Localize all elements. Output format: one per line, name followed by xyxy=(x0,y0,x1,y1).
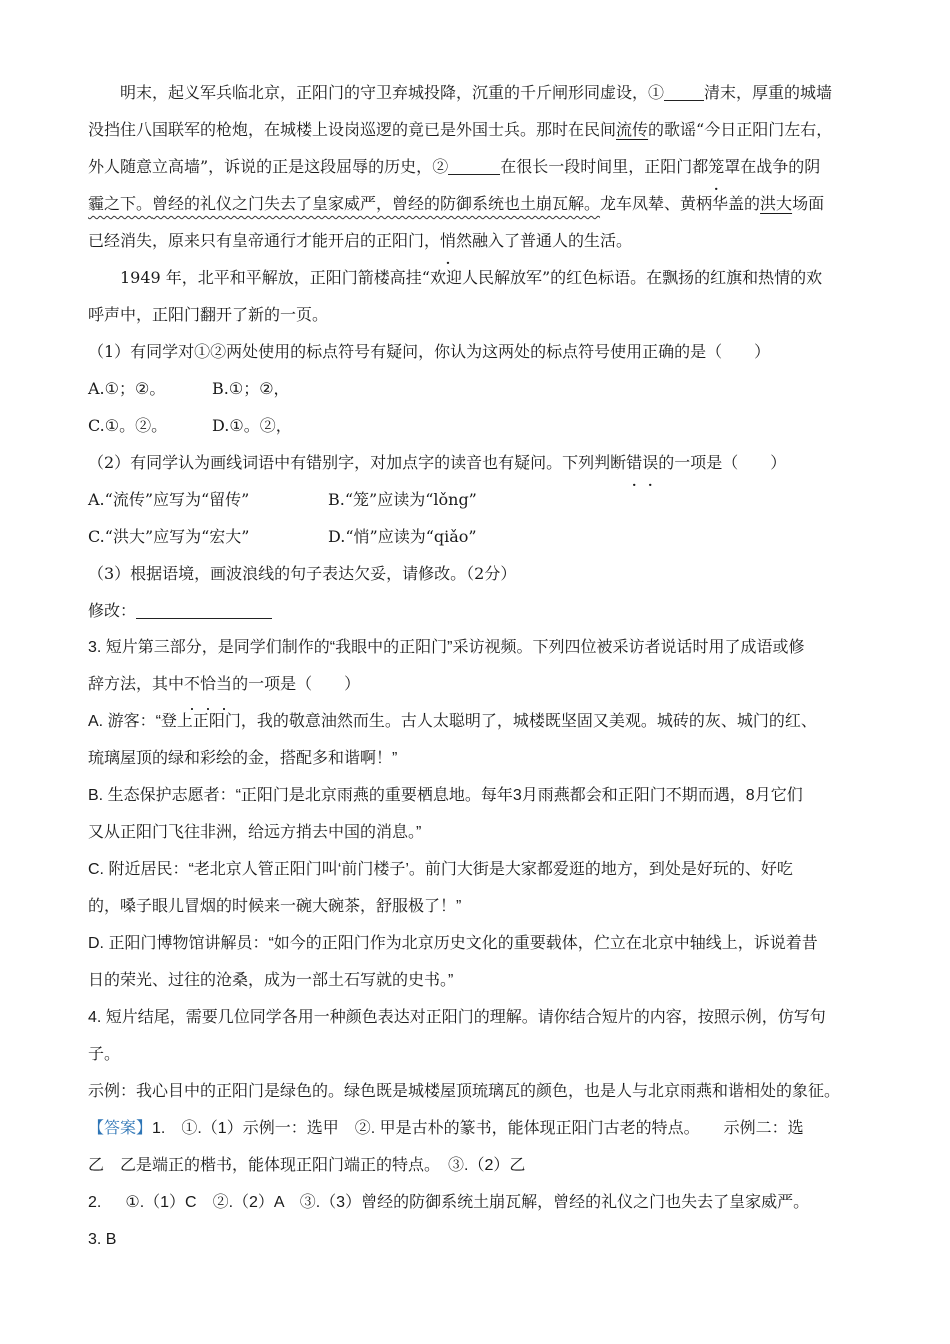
q1-option-d: D.①。②， xyxy=(212,416,292,435)
answer-1-line-2: 乙 乙是端正的楷书，能体现正阳门端正的特点。 ③.（2）乙 xyxy=(88,1157,526,1174)
q1-option-c: C.①。②。 xyxy=(88,416,168,435)
wavy-sentence: 曾经的礼仪之门失去了皇家威严，曾经的防御系统也土崩瓦解。 xyxy=(152,194,601,213)
question-4-example: 示例：我心目中的正阳门是绿色的。绿色既是城楼屋顶琉璃瓦的颜色，也是人与北京雨燕和谐相处的象征。 xyxy=(88,1083,841,1100)
q1-stem: （1）有同学对①②两处使用的标点符号有疑问，你认为这两处的标点符号使用正确的是（ ） xyxy=(88,342,771,361)
q2-option-d: D.“悄”应读为“qiǎo” xyxy=(328,527,477,546)
q2-options-row-2 xyxy=(88,518,863,555)
passage-line-2: 没挡住八国联军的枪炮，在城楼上设岗巡逻的竟已是外国士兵。那时在民间流传的歌谣“今日正阳门左右， xyxy=(88,120,833,139)
q3-option-b-line-2: 又从正阳门飞往非洲，给远方捎去中国的消息。” xyxy=(88,824,422,841)
q3-revise-row: 修改： xyxy=(88,592,863,629)
q3-option-b-line-1: B. 生态保护志愿者：“正阳门是北京雨燕的重要栖息地。每年3月雨燕都会和正阳门不期而遇，8月它们 xyxy=(88,787,803,804)
q1-options-row-1 xyxy=(88,370,863,407)
q2-option-c: C.“洪大”应写为“宏大” xyxy=(88,527,250,546)
q3-option-d-line-1: D. 正阳门博物馆讲解员：“如今的正阳门作为北京历史文化的重要载体，伫立在北京中轴线上，诉说着昔 xyxy=(88,935,818,952)
passage-p2-line-2: 呼声中，正阳门翻开了新的一页。 xyxy=(88,305,329,324)
answer-tag: 【答案】 xyxy=(88,1120,153,1137)
document-page xyxy=(88,74,863,1258)
underlined-word-liuchuan: 流传 xyxy=(616,120,649,139)
question-3-line-2: 辞方法，其中不恰当的一项是（ ） xyxy=(88,676,361,693)
blank-2-marker: ② xyxy=(432,157,449,176)
q1-option-b: B.①；②， xyxy=(212,379,290,398)
q3-option-a-line-2: 琉璃屋顶的绿和彩绘的金，搭配多和谐啊！” xyxy=(88,750,398,767)
q3-option-d-line-2: 日的荣光、过往的沧桑，成为一部土石写就的史书。” xyxy=(88,972,454,989)
answer-3-line: 3. B xyxy=(88,1231,117,1248)
q3-option-c-line-1: C. 附近居民：“老北京人管正阳门叫‘前门楼子’。前门大街是大家都爱逛的地方，到处是好玩的、好吃 xyxy=(88,861,793,878)
q1-options-row-2 xyxy=(88,407,863,444)
revise-answer-blank[interactable] xyxy=(136,600,272,619)
q2-options-row-1 xyxy=(88,481,863,518)
q3-option-a-line-1: A. 游客：“登上正阳门，我的敬意油然而生。古人太聪明了，城楼既坚固又美观。城砖的灰、城门的红、 xyxy=(88,713,817,730)
q2-option-a: A.“流传”应写为“留传” xyxy=(88,490,250,509)
q1-option-a: A.①；②。 xyxy=(88,379,166,398)
question-4-line-2: 子。 xyxy=(88,1046,121,1063)
passage-line-3: 外人随意立高墙”，诉说的正是这段屈辱的历史，② 在很长一段时间里，正阳门都笼罩在战争的阴 xyxy=(88,148,863,185)
dotted-char-long: 笼 xyxy=(708,157,725,176)
q2-stem: （2）有同学认为画线词语中有错别字，对加点字的读音也有疑问。下列判断错误的一项是（ ） xyxy=(88,453,787,472)
q2-option-b: B.“笼”应读为“lǒng” xyxy=(328,490,477,509)
dotted-char-qiao: 悄 xyxy=(440,231,457,250)
passage-line-1: 明末，起义军兵临北京，正阳门的守卫弃城投降，沉重的千斤闸形同虚设，① 清末，厚重的城墙 xyxy=(120,83,833,102)
answer-2-line: 2. ①.（1）C ②.（2）A ③.（3）曾经的防御系统土崩瓦解，曾经的礼仪之门也失去了皇家威严。 xyxy=(88,1194,810,1211)
q3-option-c-line-2: 的，嗓子眼儿冒烟的时候来一碗大碗茶，舒服极了！” xyxy=(88,898,462,915)
question-4-line-1: 4. 短片结尾，需要几位同学各用一种颜色表达对正阳门的理解。请你结合短片的内容，按照示例，仿写句 xyxy=(88,1009,826,1026)
question-3-line-1: 3. 短片第三部分，是同学们制作的“我眼中的正阳门”采访视频。下列四位被采访者说话时用了成语或修 xyxy=(88,639,805,656)
underlined-word-hongda: 洪大 xyxy=(760,194,793,213)
q3-stem: （3）根据语境，画波浪线的句子表达欠妥，请修改。（2分） xyxy=(88,564,517,583)
passage-p2-line-1: 1949 年，北平和平解放，正阳门箭楼高挂“欢迎人民解放军”的红色标语。在飘扬的红旗和热情的欢 xyxy=(120,268,823,287)
passage-line-5: 已经消失，原来只有皇帝通行才能开启的正阳门，悄然融入了普通人的生活。 xyxy=(88,222,863,259)
blank-1-marker: ① xyxy=(648,83,665,102)
passage-line-4: 霾之下。曾经的礼仪之门失去了皇家威严，曾经的防御系统也土崩瓦解。龙车凤辇、黄柄华盖的洪大场面 xyxy=(88,194,825,213)
answer-1-line-1: 【答案】1. ①.（1）示例一：选甲 ②. 甲是古朴的篆书，能体现正阳门古老的特点。 示例二：选 xyxy=(88,1120,804,1137)
blank-1 xyxy=(664,82,704,101)
blank-2 xyxy=(448,156,500,175)
